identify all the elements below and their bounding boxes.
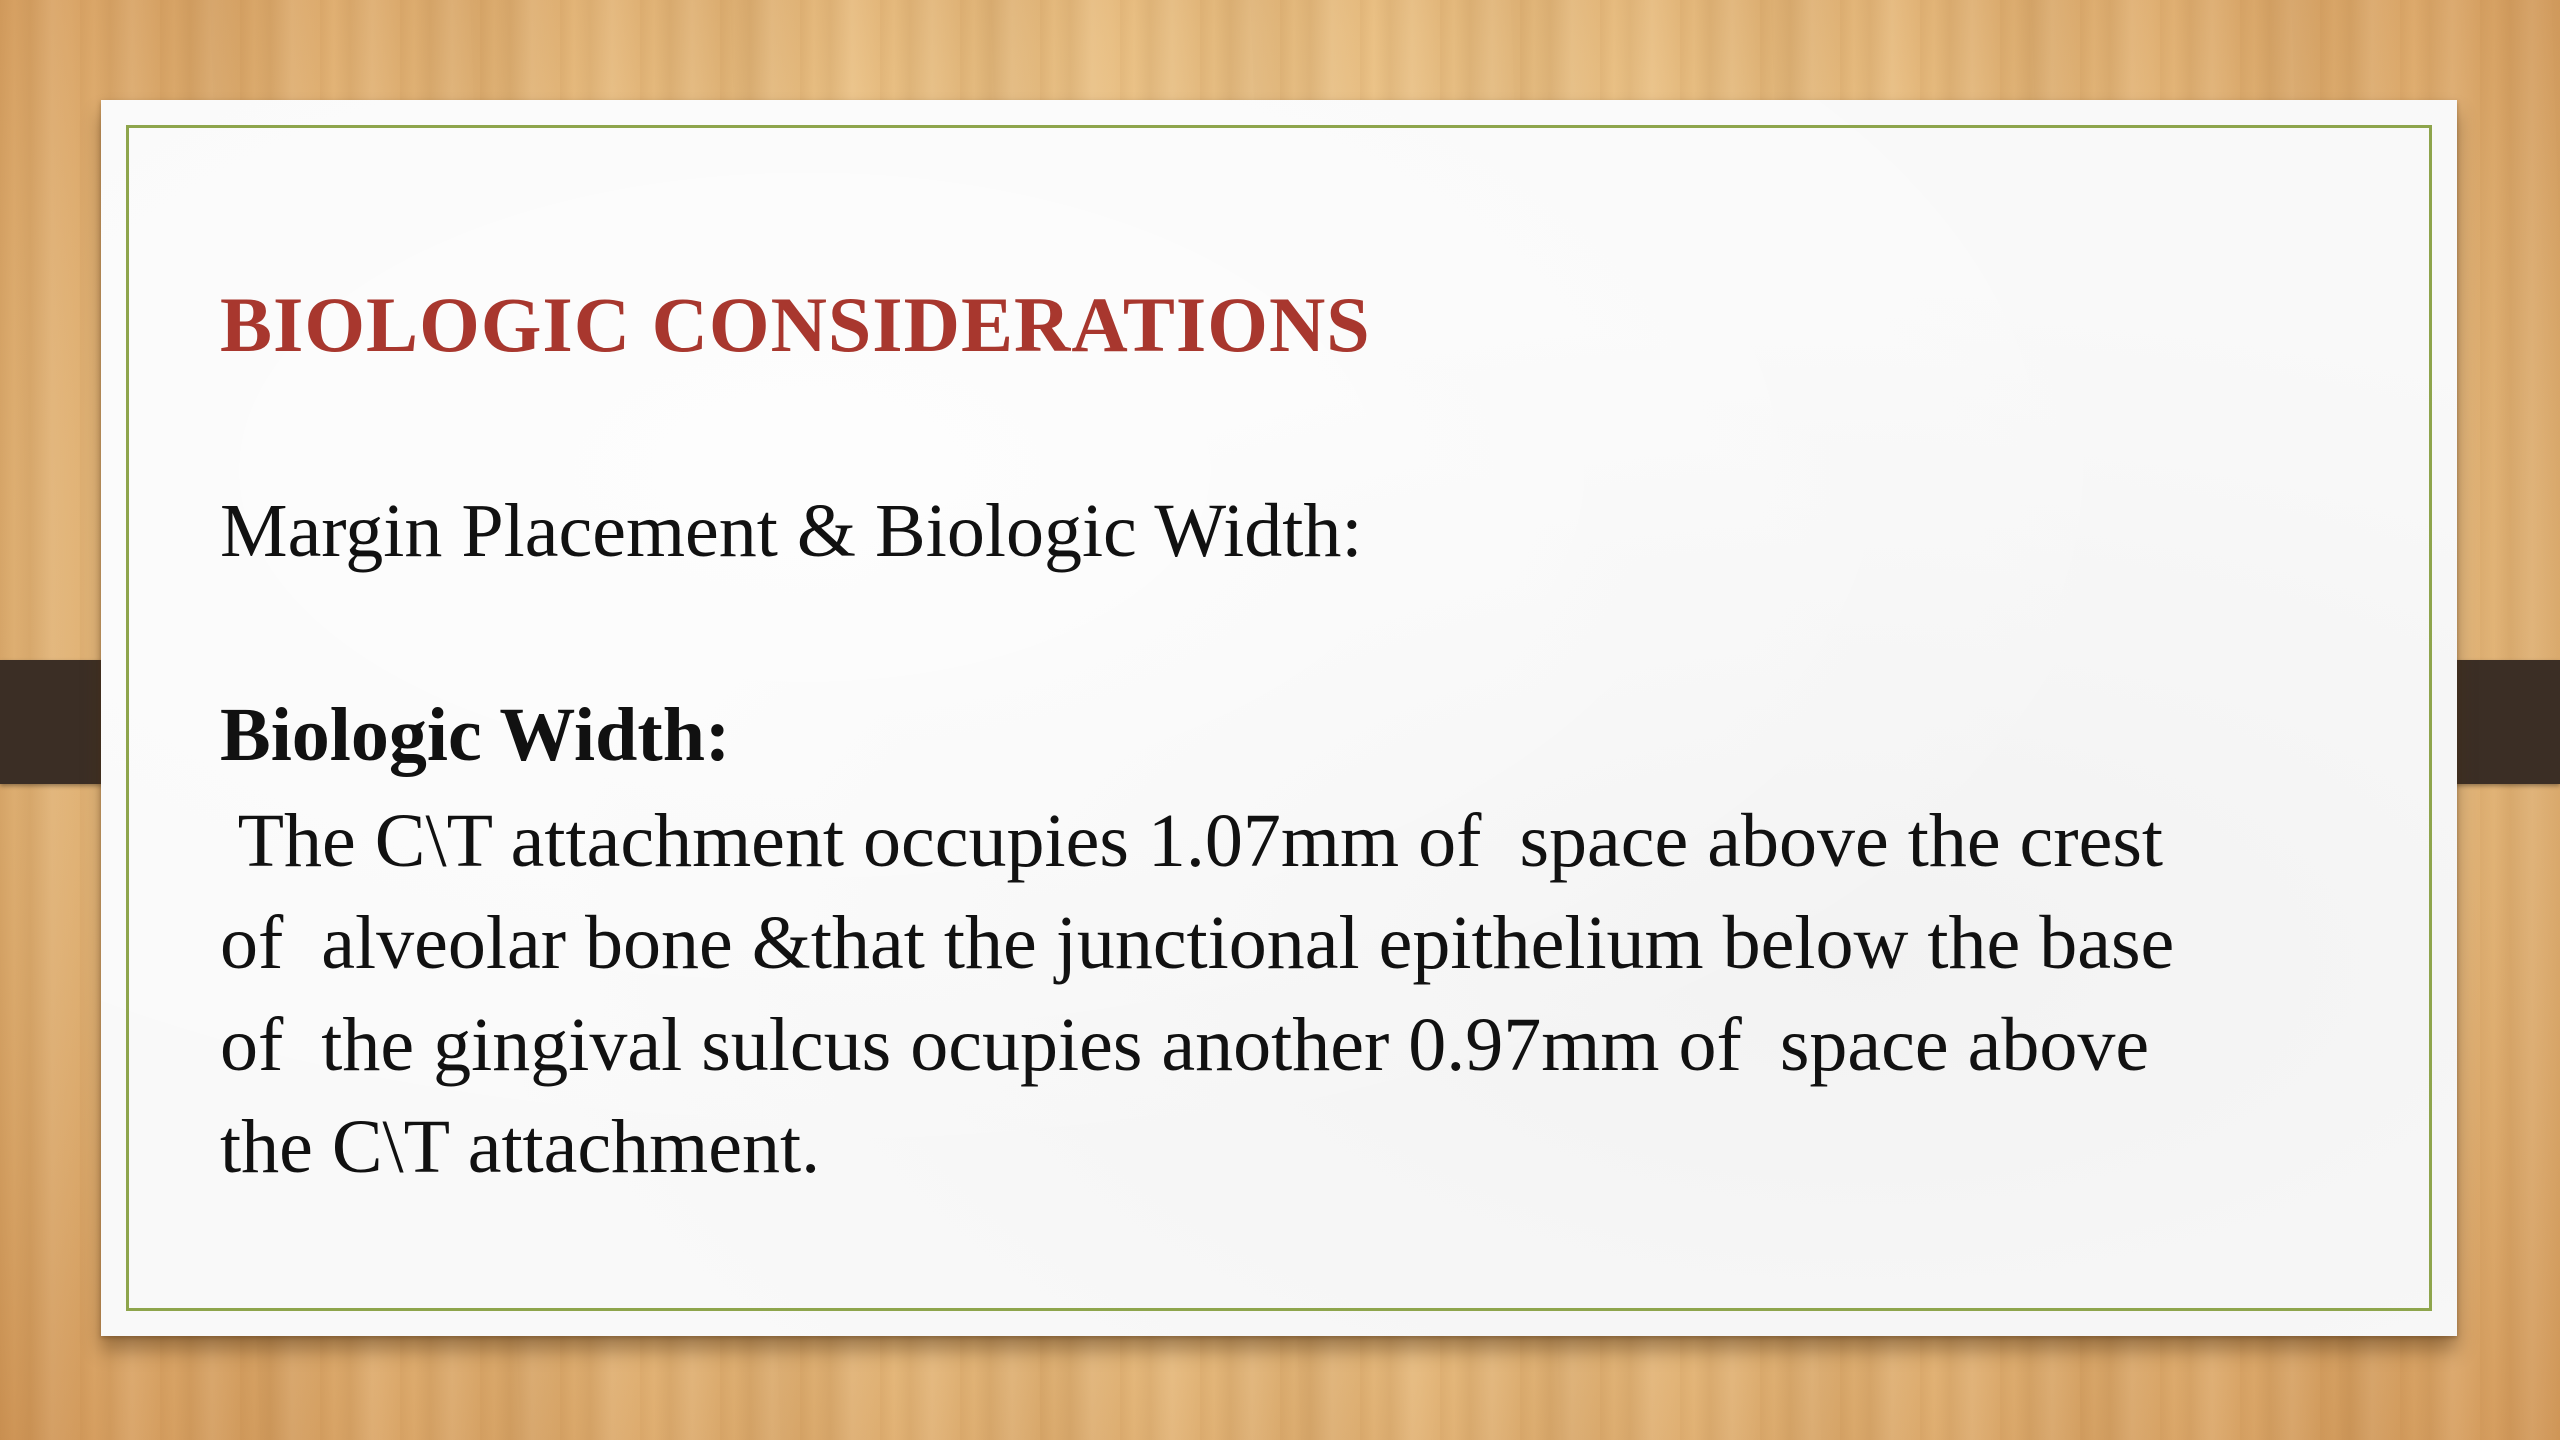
- body-line: of alveolar bone &that the junctional epithelium below the base: [220, 901, 2175, 985]
- section-heading: Biologic Width:: [220, 693, 731, 777]
- body-line: of the gingival sulcus ocupies another 0.97mm of space above: [220, 1003, 2150, 1087]
- slide-subtitle: Margin Placement & Biologic Width:: [220, 489, 1363, 573]
- body-line: The C\T attachment occupies 1.07mm of space above the crest: [220, 799, 2164, 883]
- slide-title: BIOLOGIC CONSIDERATIONS: [220, 281, 1371, 368]
- body-line: the C\T attachment.: [220, 1105, 821, 1189]
- body-paragraph: [220, 790, 2400, 1198]
